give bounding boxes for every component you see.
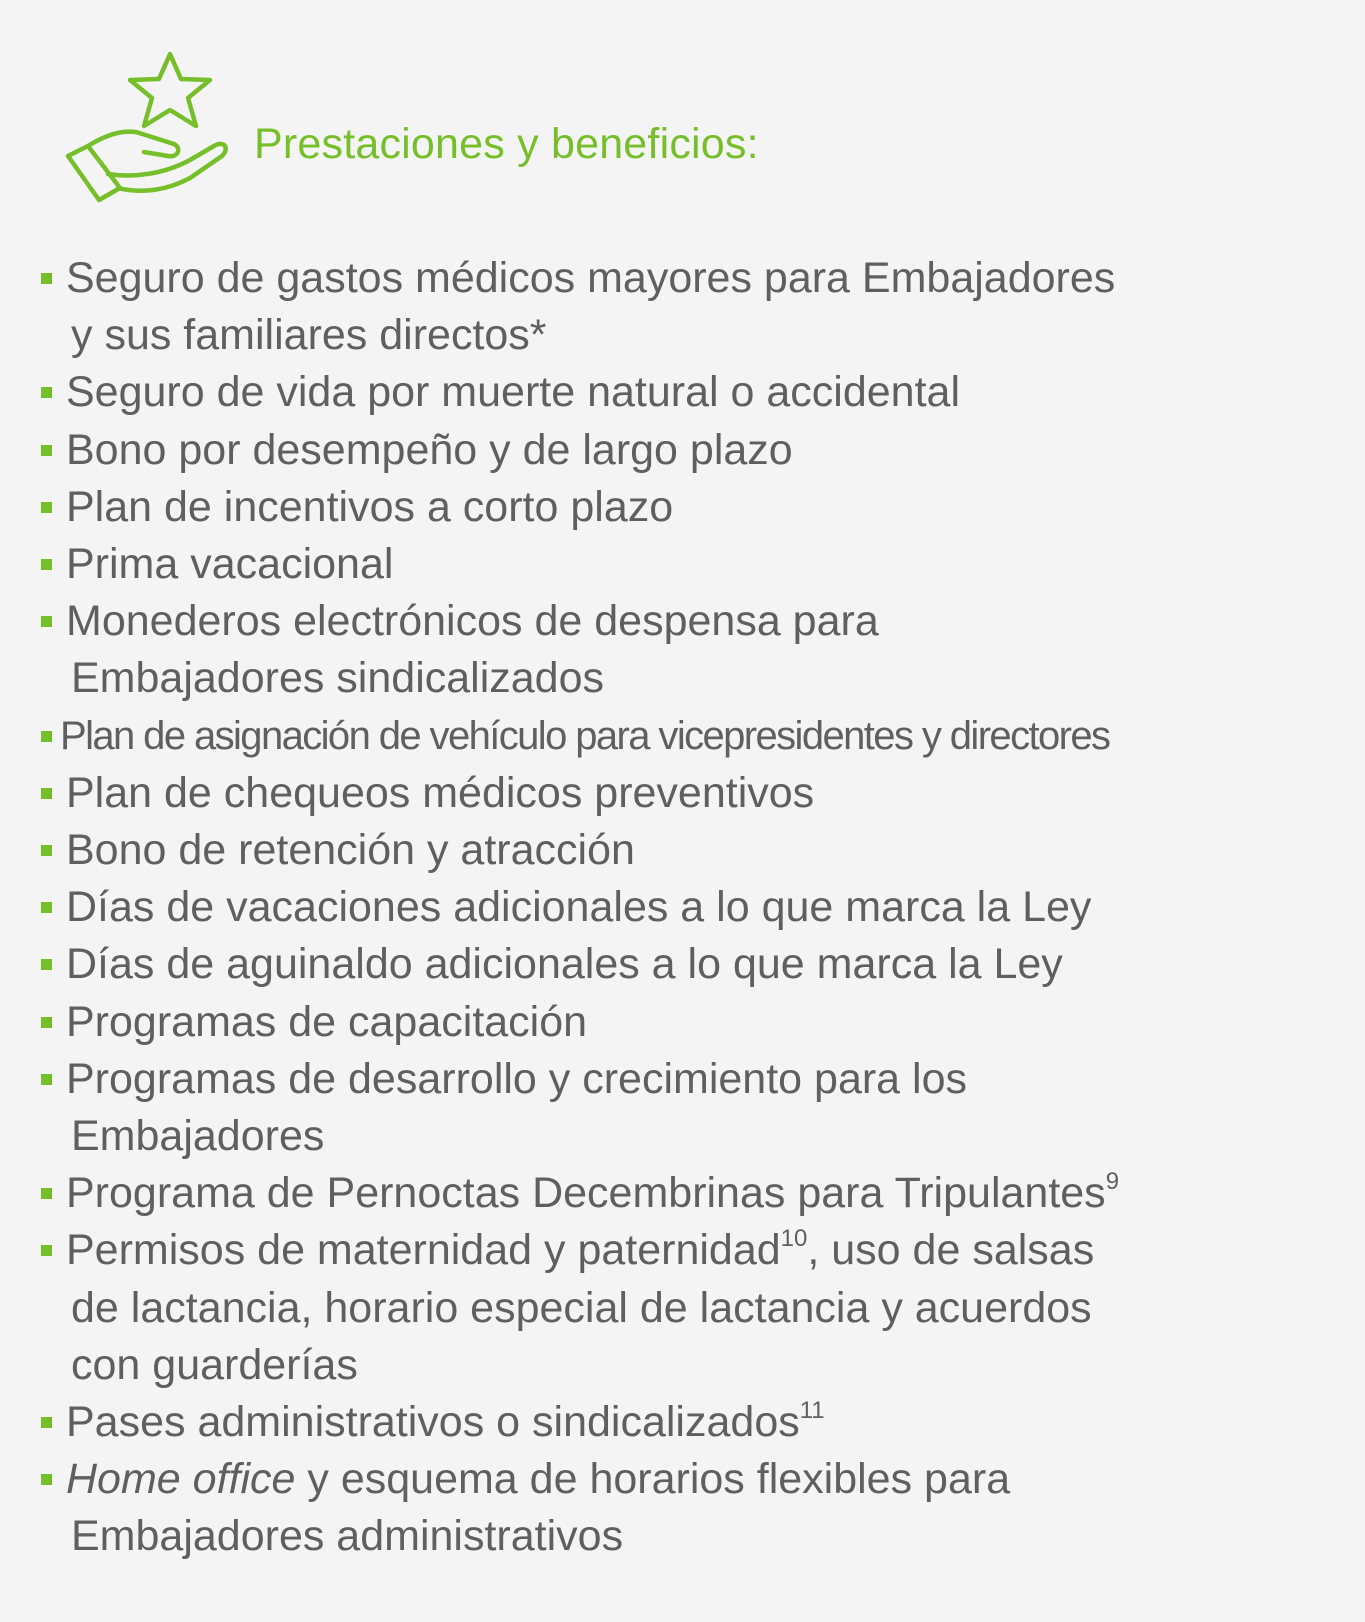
bullet-square-icon xyxy=(41,959,52,970)
bullet-square-icon xyxy=(41,445,52,456)
list-item xyxy=(38,1394,1338,1451)
bullet-square-icon xyxy=(41,616,52,627)
footnote-ref: 11 xyxy=(799,1397,825,1425)
item-line-tail: , uso de salsas xyxy=(807,1226,1095,1275)
list-item xyxy=(38,936,1338,993)
footnote-ref: 9 xyxy=(1105,1168,1120,1196)
bullet-square-icon xyxy=(41,273,52,284)
item-line-continued: Embajadores sindicalizados xyxy=(71,654,605,703)
list-item xyxy=(38,879,1338,936)
item-line-continued: con guarderías xyxy=(71,1340,358,1389)
bullet-square-icon xyxy=(41,1017,52,1028)
item-line: Días de aguinaldo adicionales a lo que marca la Ley xyxy=(66,940,1063,989)
list-item xyxy=(38,765,1338,822)
bullet-square-icon xyxy=(41,502,52,513)
list-item xyxy=(38,536,1338,593)
item-line-continued: de lactancia, horario especial de lactancia y acuerdos xyxy=(71,1283,1092,1332)
item-line: y esquema de horarios flexibles para xyxy=(295,1455,1011,1504)
list-item xyxy=(38,1222,1338,1394)
item-line: Seguro de gastos médicos mayores para Embajadores xyxy=(66,254,1116,302)
item-italic-term: Home office xyxy=(66,1455,296,1504)
item-line: Permisos de maternidad y paternidad xyxy=(66,1226,781,1275)
item-line: Plan de chequeos médicos preventivos xyxy=(66,768,815,817)
item-line: Bono de retención y atracción xyxy=(66,826,635,875)
list-item xyxy=(38,1165,1338,1222)
item-line: Pases administrativos o sindicalizados xyxy=(66,1398,800,1447)
item-line: Programa de Pernoctas Decembrinas para Tripulantes xyxy=(66,1169,1106,1218)
bullet-square-icon xyxy=(41,788,52,799)
hand-star-icon xyxy=(64,48,234,216)
bullet-square-icon xyxy=(41,559,52,570)
list-item xyxy=(38,250,1338,364)
list-item xyxy=(38,708,1338,765)
item-line: Monederos electrónicos de despensa para xyxy=(66,597,879,646)
item-line-continued: y sus familiares directos* xyxy=(71,311,547,360)
list-item xyxy=(38,1051,1338,1165)
item-line: Días de vacaciones adicionales a lo que marca la Ley xyxy=(66,883,1092,932)
section-title: Prestaciones y beneficios: xyxy=(254,120,759,168)
list-item xyxy=(38,822,1338,879)
list-item xyxy=(38,364,1338,421)
bullet-square-icon xyxy=(41,1074,52,1085)
section-header xyxy=(64,48,1264,218)
bullet-square-icon xyxy=(41,387,52,398)
list-item xyxy=(38,422,1338,479)
item-line: Seguro de vida por muerte natural o accidental xyxy=(66,368,960,417)
bullet-square-icon xyxy=(41,845,52,856)
item-line-continued: Embajadores xyxy=(71,1112,325,1161)
item-line: Programas de capacitación xyxy=(66,997,588,1046)
bullet-square-icon xyxy=(41,1474,52,1485)
footnote-ref: 10 xyxy=(780,1225,808,1253)
benefits-list xyxy=(38,250,1338,1566)
list-item xyxy=(38,593,1338,707)
item-line: Plan de asignación de vehículo para vicepresidentes y directores xyxy=(60,713,1110,758)
item-line: Plan de incentivos a corto plazo xyxy=(66,482,674,531)
bullet-square-icon xyxy=(41,731,52,742)
item-line: Bono por desempeño y de largo plazo xyxy=(66,425,793,474)
item-line-continued: Embajadores administrativos xyxy=(71,1512,624,1561)
list-item xyxy=(38,1451,1338,1565)
bullet-square-icon xyxy=(41,1417,52,1428)
list-item xyxy=(38,994,1338,1051)
bullet-square-icon xyxy=(41,1188,52,1199)
bullet-square-icon xyxy=(41,902,52,913)
item-line: Prima vacacional xyxy=(66,540,394,589)
bullet-square-icon xyxy=(41,1245,52,1256)
list-item xyxy=(38,479,1338,536)
item-line: Programas de desarrollo y crecimiento para los xyxy=(66,1054,968,1103)
